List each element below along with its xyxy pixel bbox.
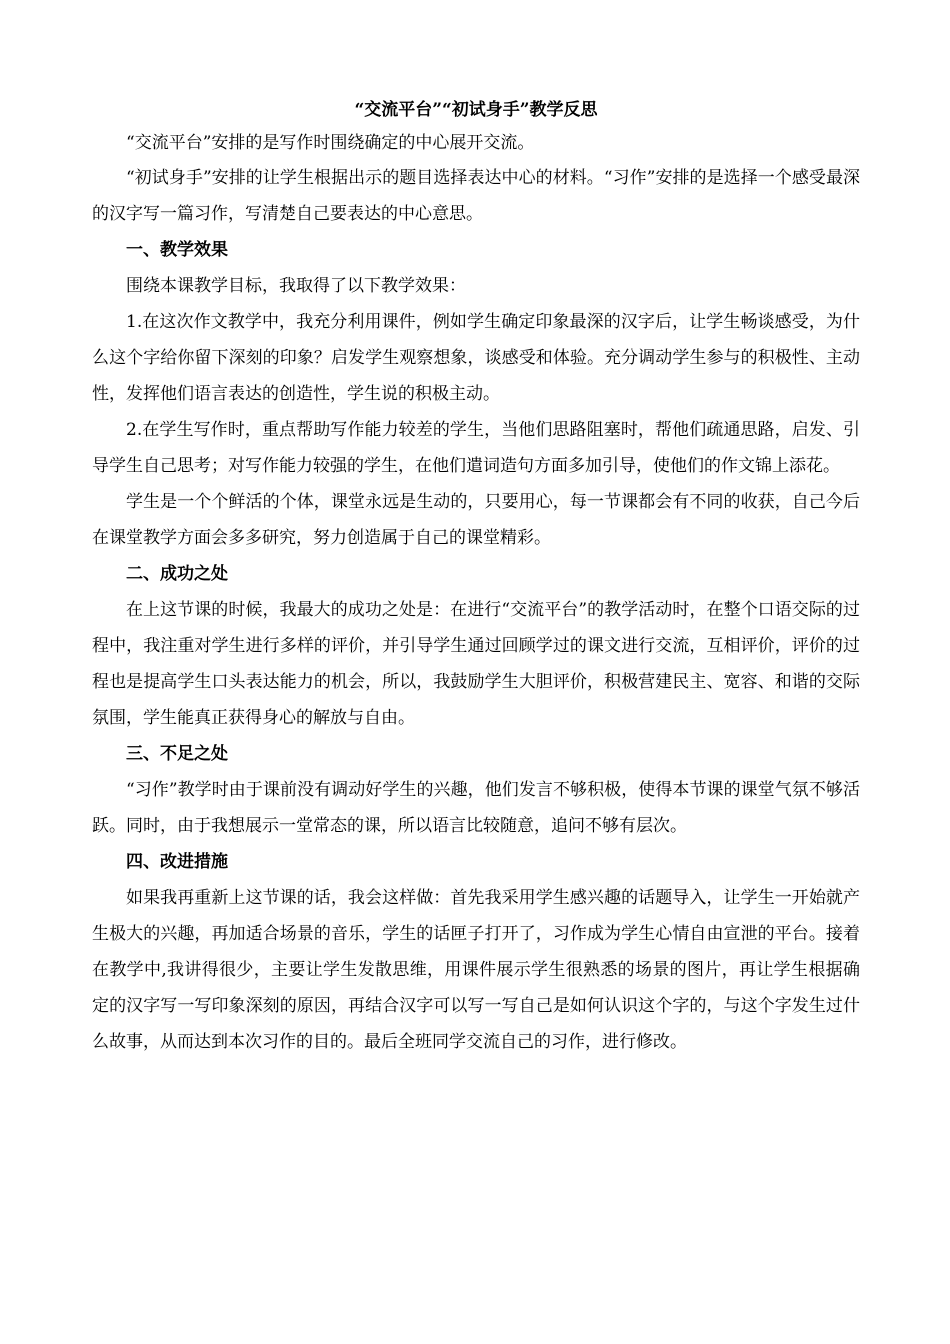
intro-paragraph-2: “初试身手”安排的让学生根据出示的题目选择表达中心的材料。“习作”安排的是选择一个感受最深的汉字写一篇习作，写清楚自己要表达的中心意思。 bbox=[92, 168, 860, 224]
section-heading-improvements: 四、改进措施 bbox=[126, 852, 228, 872]
section2-paragraph-1: 在上这节课的时候，我最大的成功之处是：在进行“交流平台”的教学活动时，在整个口语交际的过程中，我注重对学生进行多样的评价，并引导学生通过回顾学过的课文进行交流，互相评价，评价的过程也是提高学生口头表达能力的机会，所以，我鼓励学生大胆评价，积极营建民主、宽容、和谐的交际氛围，学生能真正获得身心的解放与自由。 bbox=[92, 600, 860, 728]
section4-paragraph-1: 如果我再重新上这节课的话，我会这样做：首先我采用学生感兴趣的话题导入，让学生一开始就产生极大的兴趣，再加适合场景的音乐，学生的话匣子打开了，习作成为学生心情自由宣泄的平台。接着在教学中,我讲得很少，主要让学生发散思维，用课件展示学生很熟悉的场景的图片，再让学生根据确定的汉字写一写印象深刻的原因，再结合汉字可以写一写自己是如何认识这个字的，与这个字发生过什么故事，从而达到本次习作的目的。最后全班同学交流自己的习作，进行修改。 bbox=[92, 888, 860, 1052]
section-heading-teaching-effect: 一、教学效果 bbox=[126, 240, 228, 260]
section1-paragraph-3: 2.在学生写作时，重点帮助写作能力较差的学生，当他们思路阻塞时，帮他们疏通思路，启发、引导学生自己思考；对写作能力较强的学生，在他们遣词造句方面多加引导，使他们的作文锦上添花。 bbox=[92, 420, 860, 476]
section3-paragraph-1: “习作”教学时由于课前没有调动好学生的兴趣，他们发言不够积极，使得本节课的课堂气氛不够活跃。同时，由于我想展示一堂常态的课，所以语言比较随意，追问不够有层次。 bbox=[92, 780, 860, 836]
document-page bbox=[92, 94, 860, 1060]
section-heading-successes: 二、成功之处 bbox=[126, 564, 228, 584]
section-heading-shortcomings: 三、不足之处 bbox=[126, 744, 228, 764]
document-title: “交流平台”“初试身手”教学反思 bbox=[354, 100, 598, 120]
section1-paragraph-2: 1.在这次作文教学中，我充分利用课件，例如学生确定印象最深的汉字后，让学生畅谈感受，为什么这个字给你留下深刻的印象？启发学生观察想象，谈感受和体验。充分调动学生参与的积极性、主动性，发挥他们语言表达的创造性，学生说的积极主动。 bbox=[92, 312, 860, 404]
intro-paragraph-1: “交流平台”安排的是写作时围绕确定的中心展开交流。 bbox=[126, 133, 535, 153]
section1-paragraph-1: 围绕本课教学目标，我取得了以下教学效果： bbox=[126, 276, 466, 296]
section1-paragraph-4: 学生是一个个鲜活的个体，课堂永远是生动的，只要用心，每一节课都会有不同的收获，自己今后在课堂教学方面会多多研究，努力创造属于自己的课堂精彩。 bbox=[92, 492, 860, 548]
